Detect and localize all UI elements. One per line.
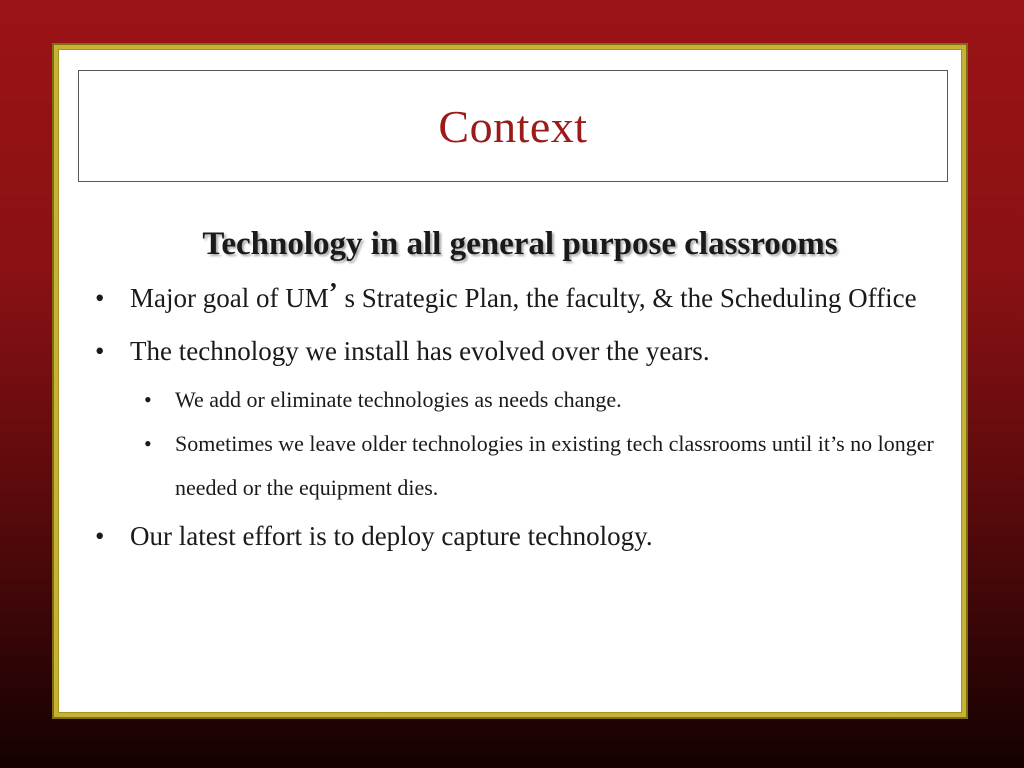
bullet-dot-icon: • bbox=[95, 283, 105, 313]
bullet-text-part-a: Major goal of UM bbox=[130, 283, 329, 313]
bullet-item-strategic-plan bbox=[85, 272, 955, 325]
bullet-text-part-b: s Strategic Plan, the faculty, & the Scheduling Office bbox=[337, 283, 917, 313]
sub-bullet-item-add-eliminate bbox=[130, 378, 955, 422]
bullet-item-capture-technology bbox=[85, 510, 955, 563]
sub-bullet-text: Sometimes we leave older technologies in existing tech classrooms until it’s no longer needed or the equipment dies. bbox=[175, 431, 934, 500]
bullet-dot-icon: • bbox=[144, 431, 152, 456]
apostrophe-mark: ’ bbox=[328, 277, 338, 307]
slide-subheading: Technology in all general purpose classrooms bbox=[202, 226, 838, 262]
slide-frame bbox=[52, 43, 968, 719]
bullet-dot-icon: • bbox=[95, 521, 105, 551]
sub-bullet-text: We add or eliminate technologies as needs change. bbox=[175, 387, 622, 412]
bullet-text: Our latest effort is to deploy capture technology. bbox=[130, 521, 653, 551]
sub-bullet-item-older-tech bbox=[130, 422, 955, 510]
bullet-text: The technology we install has evolved over the years. bbox=[130, 336, 710, 366]
slide-body bbox=[85, 222, 955, 563]
slide-content-area bbox=[58, 49, 962, 713]
bullet-item-technology-evolved bbox=[85, 325, 955, 510]
slide-title: Context bbox=[438, 100, 588, 152]
title-box bbox=[78, 70, 948, 182]
bullet-dot-icon: • bbox=[95, 336, 105, 366]
sub-bullet-list bbox=[130, 378, 955, 510]
bullet-list bbox=[85, 272, 955, 563]
bullet-dot-icon: • bbox=[144, 387, 152, 412]
